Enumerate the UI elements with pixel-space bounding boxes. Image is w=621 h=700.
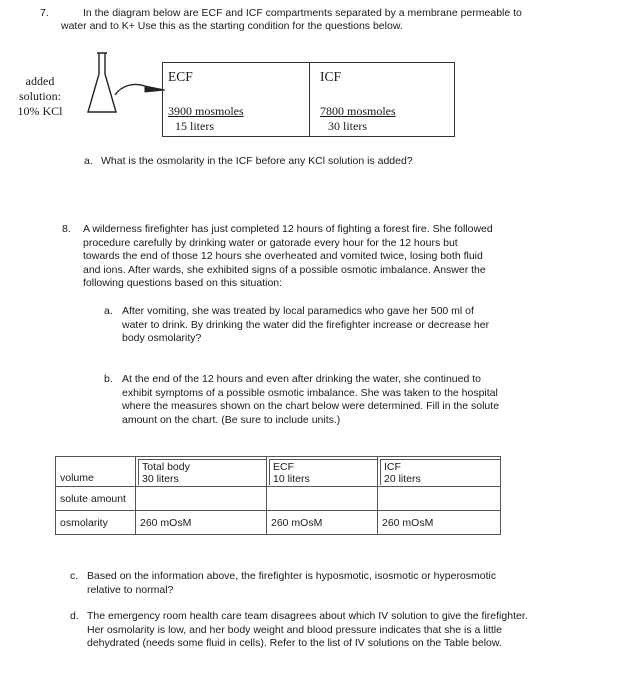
added-label-line3: 10% KCl — [17, 104, 63, 118]
cell-icf-osmolarity: 260 mOsM — [378, 511, 501, 535]
cell-total-osmolarity: 260 mOsM — [136, 511, 267, 535]
icf-title: ICF — [320, 69, 342, 84]
q8d-line2: Her osmolarity is low, and her body weight and blood pressure indicates that she is a little — [87, 623, 502, 636]
q8d-label: d. — [70, 610, 79, 622]
measurement-table — [55, 456, 501, 535]
cell-ecf-osmolarity: 260 mOsM — [267, 511, 378, 535]
q8a-label: a. — [104, 305, 113, 317]
cell-ecf-volume — [267, 457, 378, 487]
q7-text-line2: water and to K+ Use this as the starting condition for the questions below. — [61, 20, 403, 32]
row-label-osmolarity: osmolarity — [56, 511, 136, 535]
added-solution-label — [12, 74, 68, 119]
q7-text-line1: In the diagram below are ECF and ICF compartments separated by a membrane permeable to — [83, 7, 522, 19]
ecf-title: ECF — [168, 69, 193, 84]
cell-ecf-solute[interactable] — [267, 487, 378, 511]
q8-line4: and ions. After wards, she exhibited signs of a possible osmotic imbalance. Answer the — [83, 263, 486, 276]
q8-line5: following questions based on this situation: — [83, 277, 283, 289]
table-row — [56, 511, 501, 535]
q7a-label: a. — [84, 155, 93, 167]
q8c-line2: relative to normal? — [87, 583, 174, 596]
row-label-volume: volume — [56, 457, 136, 487]
added-label-line1: added — [25, 74, 55, 88]
icf-solute: 7800 mosmoles — [320, 104, 396, 118]
q8b-line4: amount on the chart. (Be sure to include units.) — [122, 413, 341, 426]
q8d-line3: dehydrated (needs some fluid in cells). Refer to the list of IV solutions on the Table below. — [87, 637, 502, 649]
ecf-compartment — [163, 63, 309, 136]
q8a-line1: After vomiting, she was treated by local paramedics who gave her 500 ml of — [122, 305, 474, 317]
q8-line1: A wilderness firefighter has just completed 12 hours of fighting a forest fire. She followed — [83, 223, 493, 235]
q8a-line3: body osmolarity? — [122, 332, 202, 344]
compartment-diagram — [162, 62, 455, 137]
cell-total-solute[interactable] — [136, 487, 267, 511]
ecf-volume: 15 liters — [175, 119, 214, 133]
q7a-text: What is the osmolarity in the ICF before any KCl solution is added? — [101, 155, 413, 167]
q8-number: 8. — [62, 223, 71, 235]
added-label-line2: solution: — [18, 89, 61, 103]
ecf-header: ECF — [273, 461, 294, 473]
table-row — [56, 487, 501, 511]
q8-line3: towards the end of those 12 hours she overheated and vomited twice, losing both fluid — [83, 250, 483, 262]
total-body-header: Total body — [142, 461, 190, 473]
icf-volume-value: 20 liters — [384, 473, 421, 485]
flask-icon — [85, 50, 165, 120]
cell-icf-solute[interactable] — [378, 487, 501, 511]
cell-icf-volume — [378, 457, 501, 487]
q8b-line2: exhibit symptoms of a possible osmotic imbalance. She was taken to the hospital — [122, 386, 498, 399]
cell-total-volume — [136, 457, 267, 487]
total-volume-value: 30 liters — [142, 473, 179, 485]
icf-compartment — [310, 63, 455, 136]
q8-line2: procedure carefully by drinking water or gatorade every hour for the 12 hours but — [83, 236, 458, 249]
q8b-line3: where the measures shown on the chart below were determined. Fill in the solute — [122, 400, 500, 412]
table-row — [56, 457, 501, 487]
q8b-label: b. — [104, 373, 113, 385]
q8b-line1: At the end of the 12 hours and even after drinking the water, she continued to — [122, 373, 481, 385]
row-label-solute: solute amount — [56, 487, 136, 511]
q8a-line2: water to drink. By drinking the water did the firefighter increase or decrease her — [122, 318, 490, 331]
q7-number: 7. — [40, 7, 49, 19]
icf-volume: 30 liters — [328, 119, 367, 133]
q8c-line1: Based on the information above, the firefighter is hyposmotic, isosmotic or hyperosmotic — [87, 570, 497, 582]
ecf-solute: 3900 mosmoles — [168, 104, 244, 118]
q8d-line1: The emergency room health care team disagrees about which IV solution to give the firefighter. — [87, 610, 528, 622]
ecf-volume-value: 10 liters — [273, 473, 310, 485]
q8c-label: c. — [70, 570, 79, 582]
icf-header: ICF — [384, 461, 401, 473]
